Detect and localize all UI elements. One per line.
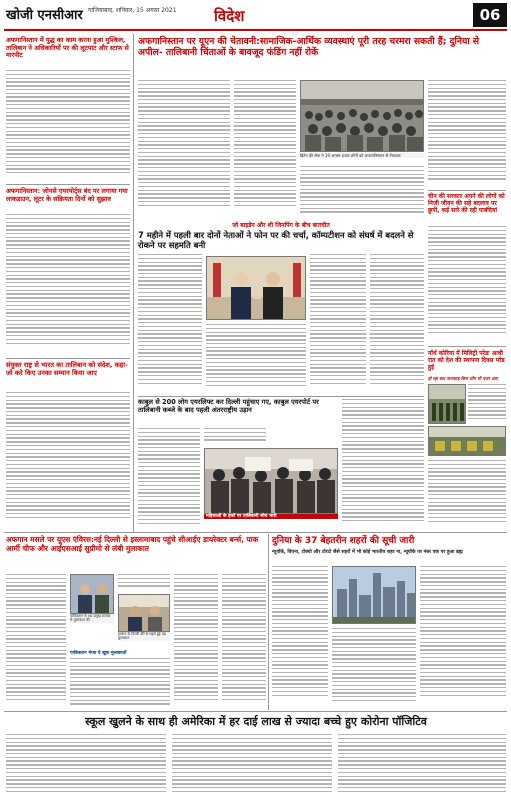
- divider: [6, 184, 130, 185]
- divider: [428, 190, 506, 191]
- article-body: [468, 384, 506, 424]
- cities-headline: दुनिया के 37 बेहतरीन शहरों की सूची जारी: [272, 536, 415, 546]
- divider: [138, 396, 424, 397]
- top-story-headline: अफगानिस्तान पर यूएन की चेतावनी:सामाजिक-आर्थिक व्यवस्थाएं पूरी तरह चरमरा सकती हैं; दुनिया से अपील- तालिबानी चिंताओं के बावजूद फंडिंग नहीं रोकें: [138, 36, 480, 59]
- article-body: [6, 574, 66, 708]
- dateline: गाजियाबाद, शनिवार, 15 अगस्त 2021: [88, 7, 177, 14]
- section-title: विदेश: [214, 7, 245, 25]
- article-body: [428, 226, 506, 344]
- officials-photo: [70, 574, 114, 614]
- cities-subheadline: न्यूयॉर्क, वियना, टोक्यो और टोरंटो जैसे शहरों में भी कोई भारतीय शहर ना, न्यूयॉर्क पर नंबर एक पर हुआ ब्रह्म: [272, 550, 463, 555]
- article-body: [6, 734, 166, 796]
- column-divider: [133, 34, 134, 532]
- article-body: [370, 254, 424, 394]
- biden-kicker: जो बाइडेन और शी जिनपिंग के बीच बातचीत: [232, 222, 330, 229]
- article-body: [118, 574, 170, 592]
- article-body: [70, 658, 170, 708]
- article-body: [300, 166, 424, 218]
- article-body: [272, 566, 328, 708]
- left-headline-3: संयुक्त राष्ट्र से भारत का तालिबान को संदेश, कहा- जो करे किए उनका सम्मान किया जाए: [6, 361, 128, 377]
- section-divider: [4, 711, 507, 712]
- leaders-meeting-photo: [206, 256, 306, 320]
- article-body: [222, 574, 266, 708]
- biden-headline: 7 महीने में पहली बार दोनों नेताओं ने फोन पर की चर्चा, कॉम्पटीशन को संघर्ष में बदलने से रोकने पर सहमति बनी: [138, 230, 414, 251]
- photo-caption: पाकिस्तान के ISI प्रमुख बाजवा से मुलाकात की: [70, 614, 114, 623]
- divider: [6, 358, 130, 359]
- photo-caption: महिलाओं के हकों पर तालिबानी सोच भारी: [204, 514, 338, 519]
- article-body: [138, 254, 202, 394]
- section-divider: [4, 532, 507, 533]
- kabul-headline: काबुल से 200 लोग एयरलिफ्ट कर दिल्ली पहुंचाए गए, काबुल एयरपोर्ट पर तालिबानी कब्जे के बाद पहली अंतरराष्ट्रीय उड़ान: [138, 398, 319, 414]
- newspaper-brand: खोजी एनसीआर: [6, 8, 83, 23]
- women-protest-photo: [204, 448, 338, 514]
- school-covid-headline: स्कूल खुलने के साथ ही अमेरिका में हर दाई लाख से ज्यादा बच्चे हुए कोरोना पॉजिटिव: [85, 715, 427, 728]
- article-body: [310, 254, 366, 394]
- photo-caption: इमरान के दिल्ली दौरे से पहले हुई यह मुलाकात: [118, 632, 170, 641]
- article-body: [420, 566, 506, 708]
- masthead: [4, 3, 507, 31]
- article-body: [204, 428, 266, 446]
- photo-caption: ब्रिटेन की सेना ने 10 अगस्त हजार लोगों को अफगानिस्तान से निकाला: [300, 153, 424, 158]
- north-korea-kicker: हो रहा बाद तानाशाह किम जोंग भी नजर आए: [428, 376, 498, 381]
- article-body: [6, 392, 130, 530]
- article-body: [138, 80, 230, 218]
- page-number: 06: [473, 3, 507, 27]
- left-headline-2: अफगानिस्तान: जोनसे एयरपोर्ट्स बंद पर लगाया गया लाकडाउन, लूटर के सक्रियता दिनों को सुझाव: [6, 187, 128, 203]
- article-body: [342, 399, 424, 530]
- article-body: [174, 574, 218, 708]
- china-headline: चीन की सरकार अपने की लोगों को निजी जीवन की सहे बदलाव पर छुपी, कई सारे की रही पाबंदियां: [428, 193, 505, 215]
- article-body: [6, 214, 130, 354]
- article-body: [172, 734, 332, 796]
- article-body: [428, 80, 506, 188]
- article-body: [206, 324, 306, 394]
- cia-headline: अफगान मसले पर यूएस एंविरस:नई दिल्ली से इस्लामाबाद पहुंचे सीआईए डायरेक्टर बर्न्स, पाक आर्मी चीफ और आईएसआई सुप्रीमो से लंबी मुलाकात: [6, 535, 259, 553]
- meeting-photo: [118, 594, 170, 632]
- article-body: [338, 734, 506, 796]
- article-body: [6, 70, 130, 180]
- parade-photo: [428, 384, 466, 424]
- airport-crowd-photo: [300, 80, 424, 152]
- divider: [428, 346, 506, 347]
- left-headline-1: अफगानिस्तान में युद्ध का काम करना हुआ मुश्किल, तालिबान ने अधिकारियों पर की लूटपाट और स्टाफ से मारपीट: [6, 36, 129, 60]
- cia-subheading: पाकिस्तान भेजा ये खुफ़ मुलाकातों: [70, 651, 127, 656]
- article-body: [332, 628, 416, 708]
- city-skyline-photo: [332, 566, 416, 624]
- article-body: [428, 460, 506, 530]
- column-divider: [268, 534, 269, 710]
- north-korea-headline: नॉर्थ कोरिया में मिलिट्री परेडः आधी रात को देश की स्थापना दिवस परेड हुई: [428, 350, 505, 372]
- article-body: [138, 428, 200, 530]
- article-body: [234, 80, 296, 218]
- parade-photo: [428, 426, 506, 456]
